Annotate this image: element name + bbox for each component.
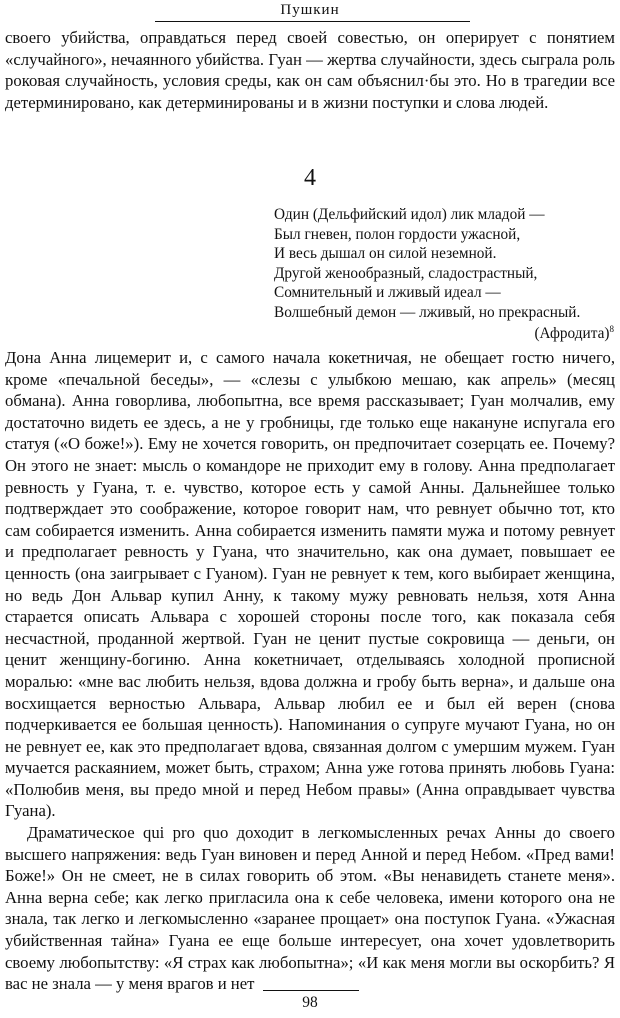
body-paragraph: Дона Анна лицемерит и, с самого начала кокетничая, не обещает гостю ничего, кроме «печальной беседы», — «слезы с улыбкою мешаю, как апрель» (месяц обмана). Анна говорлива, любопытна, все время рассказывает; Гуан молчалив, ему достаточно видеть ее здесь, а не у гробницы, где только еще накануне испугала его статуя («О боже!»). Ему не хочется говорить, он предпочитает созерцать ее. Почему? Он этого не знает: мысль о командоре не приходит ему в голову. Анна предполагает ревность у Гуана, т. е. чувство, которое есть у самой Анны. Дальнейшее только подтверждает это соображение, которое говорит нам, что ревнует обычно тот, кто сам собирается изменить. Анна собирается изменить памяти мужа и потому ревнует и предполагает ревность у Гуана, что значительно, как она думает, повышает ее ценность (она заигрывает с Гуаном). Гуан не ревнует к тем, кого выбирает женщина, но ведь Дон Альвар купил Анну, к такому мужу ревновать нельзя, хотя Анна старается описать Альвара с хорошей стороны после того, как показала себя несчастной, проданной жертвой. Гуан не ценит пустые сокровища — деньги, он ценит женщину-богиню. Анна кокетничает, отделываясь холодной прописной моралью: «мне вас любить нельзя, вдова должна и гробу быть верна», и дальше она восхищается верностью Альвара, Альвар любил ее и был ей верен (снова подчеркивается ее большая ценность). Напоминания о супруге мучают Гуана, но он не ревнует ее, как это предполагает вдова, связанная долгом с умершим мужем. Гуан мучается раскаянием, может быть, страхом; Анна уже готова принять любовь Гуана: «Полюбив меня, вы предо мной и перед Небом правы» (Анна оправдывает чувства Гуана). bbox=[5, 348, 615, 821]
epigraph-source-text: (Афродита) bbox=[534, 325, 610, 342]
intro-paragraph: своего убийства, оправдаться перед своей совестью, он оперирует с понятием «случайного», нечаянного убийства. Гуан — жертва случайности, здесь сыграла роль роковая случайность, условия среды, как он сам объяснил·бы это. Но в трагедии все детерминировано, как детерминированы и в жизни поступки и слова людей. bbox=[5, 28, 615, 112]
epigraph-line: Сомнительный и лживый идеал — bbox=[274, 284, 501, 301]
main-text-block bbox=[5, 347, 615, 995]
footnote-mark: 8 bbox=[609, 323, 614, 334]
section-number: 4 bbox=[304, 165, 316, 191]
body-paragraph: Драматическое qui pro quo доходит в легкомысленных речах Анны до своего высшего напряжения: ведь Гуан виновен и перед Анной и перед Небом. «Пред вами! Боже!» Он не смеет, не в силах говорить об этом. «Вы ненавидеть станете меня». Анна верна себе; как легко пригласила она к себе человека, имени которого она не знала, так легко и легкомысленно «заранее прощает» она поступок Гуана. «Ужасная убийственная тайна» Гуана ее еще больше интересует, она хочет удовлетворить своему любопытству: «Я страх как любопытна»; «И как меня могли вы оскорбить? Я вас не знала — у меня врагов и нет bbox=[5, 823, 615, 994]
epigraph-line: И весь дышал он силой неземной. bbox=[274, 245, 497, 262]
footer-rule bbox=[263, 990, 359, 991]
epigraph-line: Другой женообразный, сладострастный, bbox=[274, 264, 538, 282]
intro-text-block bbox=[5, 27, 615, 113]
epigraph-line: Волшебный демон — лживый, но прекрасный. bbox=[274, 303, 581, 321]
epigraph-source bbox=[274, 324, 614, 344]
epigraph bbox=[274, 205, 614, 344]
running-head: Пушкин bbox=[280, 2, 340, 18]
epigraph-line: Был гневен, полон гордости ужасной, bbox=[274, 225, 521, 243]
page-number: 98 bbox=[302, 994, 318, 1011]
header-rule bbox=[155, 21, 470, 22]
epigraph-line: Один (Дельфийский идол) лик младой — bbox=[274, 206, 545, 223]
